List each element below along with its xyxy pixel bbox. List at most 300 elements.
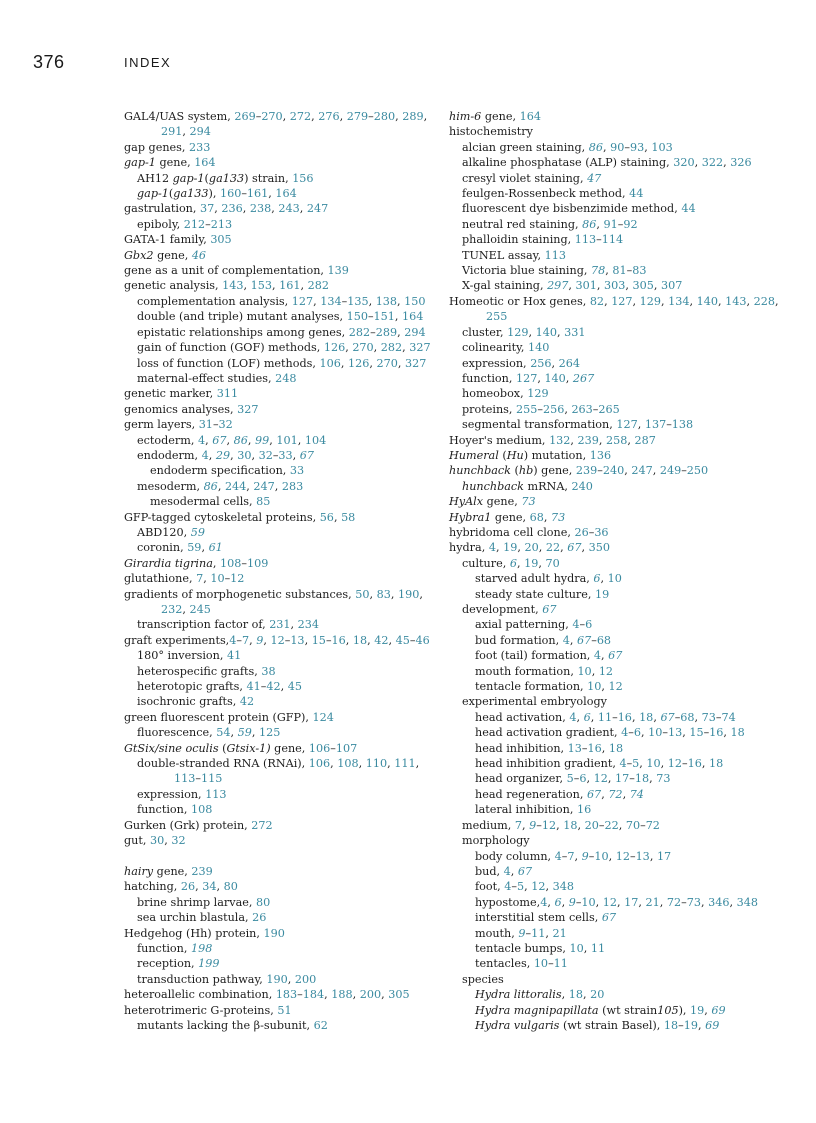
page-reference-link[interactable]: 7 bbox=[514, 818, 523, 832]
page-reference-link[interactable]: 12 bbox=[608, 680, 623, 694]
page-reference-link[interactable]: 67 bbox=[567, 541, 582, 555]
page-reference-link[interactable]: 4 bbox=[569, 710, 577, 724]
page-reference-link[interactable]: 127 bbox=[515, 371, 538, 385]
page-reference-link[interactable]: 11 bbox=[597, 710, 613, 724]
page-reference-link[interactable]: 4 bbox=[488, 541, 496, 555]
page-reference-link[interactable]: 46 bbox=[415, 633, 430, 647]
page-reference-link[interactable]: 247 bbox=[631, 464, 653, 478]
page-reference-link[interactable]: 13 bbox=[667, 726, 683, 740]
page-reference-link[interactable]: 199 bbox=[198, 957, 220, 971]
page-reference-link[interactable]: 80 bbox=[256, 895, 271, 909]
page-reference-link[interactable]: 239 bbox=[191, 864, 213, 878]
page-reference-link[interactable]: 4 bbox=[593, 649, 602, 663]
page-reference-link[interactable]: 282 bbox=[348, 325, 371, 339]
page-reference-link[interactable]: 110 bbox=[365, 757, 388, 771]
page-reference-link[interactable]: 108 bbox=[337, 757, 359, 771]
page-reference-link[interactable]: 161 bbox=[246, 187, 269, 201]
page-reference-link[interactable]: 26 bbox=[252, 911, 267, 925]
page-reference-link[interactable]: 291 bbox=[161, 125, 183, 139]
page-reference-link[interactable]: 20 bbox=[524, 541, 539, 555]
page-reference-link[interactable]: 200 bbox=[294, 972, 317, 986]
page-reference-link[interactable]: 106 bbox=[319, 356, 341, 370]
page-reference-link[interactable]: 346 bbox=[708, 895, 730, 909]
page-reference-link[interactable]: 139 bbox=[327, 264, 349, 278]
page-reference-link[interactable]: 93 bbox=[630, 140, 645, 154]
page-reference-link[interactable]: 9 bbox=[581, 849, 589, 863]
page-reference-link[interactable]: 73 bbox=[656, 772, 671, 786]
page-reference-link[interactable]: 249 bbox=[659, 464, 682, 478]
page-reference-link[interactable]: 125 bbox=[258, 726, 281, 740]
page-reference-link[interactable]: 99 bbox=[254, 433, 270, 447]
page-reference-link[interactable]: 327 bbox=[404, 356, 427, 370]
page-reference-link[interactable]: 113 bbox=[544, 248, 566, 262]
page-reference-link[interactable]: 41 bbox=[226, 649, 242, 663]
page-reference-link[interactable]: 12 bbox=[602, 895, 618, 909]
page-reference-link[interactable]: 56 bbox=[319, 510, 334, 524]
page-reference-link[interactable]: 47 bbox=[587, 171, 602, 185]
page-reference-link[interactable]: 16 bbox=[709, 726, 724, 740]
page-reference-link[interactable]: 305 bbox=[632, 279, 654, 293]
page-reference-link[interactable]: 9 bbox=[529, 818, 537, 832]
page-reference-link[interactable]: 45 bbox=[395, 633, 410, 647]
page-reference-link[interactable]: 243 bbox=[278, 202, 300, 216]
page-reference-link[interactable]: 124 bbox=[312, 710, 334, 724]
page-reference-link[interactable]: 279 bbox=[346, 110, 369, 123]
page-reference-link[interactable]: 247 bbox=[306, 202, 329, 216]
page-reference-link[interactable]: 32 bbox=[171, 834, 186, 848]
page-reference-link[interactable]: 9 bbox=[256, 633, 264, 647]
page-reference-link[interactable]: 83 bbox=[632, 264, 647, 278]
page-reference-link[interactable]: 21 bbox=[552, 926, 567, 940]
page-reference-link[interactable]: 5 bbox=[632, 757, 640, 771]
page-reference-link[interactable]: 6 bbox=[585, 618, 593, 632]
page-reference-link[interactable]: 6 bbox=[593, 572, 601, 586]
page-reference-link[interactable]: 85 bbox=[256, 495, 271, 509]
page-reference-link[interactable]: 19 bbox=[594, 587, 610, 601]
page-reference-link[interactable]: 11 bbox=[553, 957, 568, 971]
page-reference-link[interactable]: 7 bbox=[567, 849, 575, 863]
page-reference-link[interactable]: 70 bbox=[545, 556, 560, 570]
page-reference-link[interactable]: 4 bbox=[554, 849, 562, 863]
page-reference-link[interactable]: 38 bbox=[261, 664, 276, 678]
page-reference-link[interactable]: 280 bbox=[373, 110, 396, 123]
page-reference-link[interactable]: 44 bbox=[681, 202, 696, 216]
page-reference-link[interactable]: 289 bbox=[402, 110, 424, 123]
page-reference-link[interactable]: 276 bbox=[318, 110, 340, 123]
page-reference-link[interactable]: 150 bbox=[404, 294, 426, 308]
page-reference-link[interactable]: 18 bbox=[568, 988, 583, 1002]
page-reference-link[interactable]: 73 bbox=[521, 495, 536, 509]
page-reference-link[interactable]: 73 bbox=[701, 710, 716, 724]
page-reference-link[interactable]: 31 bbox=[198, 418, 213, 432]
page-reference-link[interactable]: 19 bbox=[524, 556, 539, 570]
page-reference-link[interactable]: 250 bbox=[686, 464, 709, 478]
page-reference-link[interactable]: 303 bbox=[604, 279, 626, 293]
page-reference-link[interactable]: 4 bbox=[572, 618, 580, 632]
page-reference-link[interactable]: 140 bbox=[544, 371, 566, 385]
page-reference-link[interactable]: 140 bbox=[696, 294, 718, 308]
page-reference-link[interactable]: 72 bbox=[666, 895, 682, 909]
page-reference-link[interactable]: 311 bbox=[216, 387, 239, 401]
page-reference-link[interactable]: 348 bbox=[736, 895, 758, 909]
page-reference-link[interactable]: 101 bbox=[276, 433, 298, 447]
page-reference-link[interactable]: 111 bbox=[394, 757, 416, 771]
page-reference-link[interactable]: 9 bbox=[518, 926, 526, 940]
page-reference-link[interactable]: 114 bbox=[601, 233, 624, 247]
page-reference-link[interactable]: 140 bbox=[535, 325, 557, 339]
page-reference-link[interactable]: 12 bbox=[531, 880, 546, 894]
page-reference-link[interactable]: 15 bbox=[689, 726, 704, 740]
page-reference-link[interactable]: 129 bbox=[639, 294, 662, 308]
page-reference-link[interactable]: 26 bbox=[180, 880, 196, 894]
page-reference-link[interactable]: 137 bbox=[644, 418, 667, 432]
page-reference-link[interactable]: 272 bbox=[289, 110, 312, 123]
page-reference-link[interactable]: 73 bbox=[686, 895, 701, 909]
page-reference-link[interactable]: 16 bbox=[617, 710, 632, 724]
page-reference-link[interactable]: 247 bbox=[253, 479, 275, 493]
page-reference-link[interactable]: 164 bbox=[519, 110, 541, 123]
page-reference-link[interactable]: 320 bbox=[673, 156, 695, 170]
page-reference-link[interactable]: 4 bbox=[540, 895, 548, 909]
page-reference-link[interactable]: 255 bbox=[486, 310, 508, 324]
page-reference-link[interactable]: 36 bbox=[594, 525, 609, 539]
page-reference-link[interactable]: 126 bbox=[323, 341, 346, 355]
page-reference-link[interactable]: 213 bbox=[210, 217, 233, 231]
page-reference-link[interactable]: 59 bbox=[190, 525, 205, 539]
page-reference-link[interactable]: 67 bbox=[517, 864, 533, 878]
page-reference-link[interactable]: 7 bbox=[241, 633, 250, 647]
page-reference-link[interactable]: 22 bbox=[604, 818, 619, 832]
page-reference-link[interactable]: 138 bbox=[375, 294, 398, 308]
page-reference-link[interactable]: 160 bbox=[219, 187, 242, 201]
page-reference-link[interactable]: 108 bbox=[220, 556, 242, 570]
page-reference-link[interactable]: 6 bbox=[509, 556, 517, 570]
page-reference-link[interactable]: 67 bbox=[299, 448, 315, 462]
page-reference-link[interactable]: 41 bbox=[246, 680, 261, 694]
page-reference-link[interactable]: 12 bbox=[593, 772, 608, 786]
page-reference-link[interactable]: 231 bbox=[269, 618, 291, 632]
page-reference-link[interactable]: 54 bbox=[216, 726, 231, 740]
page-reference-link[interactable]: 51 bbox=[277, 1003, 292, 1017]
page-reference-link[interactable]: 132 bbox=[549, 433, 571, 447]
page-reference-link[interactable]: 234 bbox=[297, 618, 320, 632]
page-reference-link[interactable]: 59 bbox=[187, 541, 202, 555]
page-reference-link[interactable]: 127 bbox=[611, 294, 633, 308]
page-reference-link[interactable]: 16 bbox=[587, 741, 602, 755]
page-reference-link[interactable]: 161 bbox=[279, 279, 301, 293]
page-reference-link[interactable]: 183 bbox=[275, 988, 298, 1002]
page-reference-link[interactable]: 68 bbox=[596, 633, 612, 647]
page-reference-link[interactable]: 143 bbox=[222, 279, 244, 293]
page-reference-link[interactable]: 126 bbox=[348, 356, 370, 370]
page-reference-link[interactable]: 4 bbox=[621, 726, 629, 740]
page-reference-link[interactable]: 228 bbox=[753, 294, 775, 308]
page-reference-link[interactable]: 18 bbox=[563, 818, 578, 832]
page-reference-link[interactable]: 29 bbox=[215, 448, 231, 462]
page-reference-link[interactable]: 232 bbox=[161, 603, 183, 616]
page-reference-link[interactable]: 240 bbox=[571, 479, 593, 493]
page-reference-link[interactable]: 138 bbox=[671, 418, 694, 432]
page-reference-link[interactable]: 4 bbox=[229, 633, 237, 647]
page-reference-link[interactable]: 297 bbox=[547, 279, 569, 293]
page-reference-link[interactable]: 287 bbox=[634, 433, 656, 447]
page-reference-link[interactable]: 4 bbox=[201, 448, 209, 462]
page-reference-link[interactable]: 72 bbox=[608, 787, 623, 801]
page-reference-link[interactable]: 109 bbox=[246, 556, 269, 570]
page-reference-link[interactable]: 91 bbox=[603, 217, 618, 231]
page-reference-link[interactable]: 32 bbox=[218, 418, 233, 432]
page-reference-link[interactable]: 18 bbox=[352, 633, 368, 647]
page-reference-link[interactable]: 164 bbox=[194, 156, 216, 170]
page-reference-link[interactable]: 21 bbox=[645, 895, 660, 909]
page-reference-link[interactable]: 258 bbox=[606, 433, 628, 447]
page-reference-link[interactable]: 17 bbox=[624, 895, 639, 909]
page-reference-link[interactable]: 22 bbox=[545, 541, 561, 555]
page-reference-link[interactable]: 12 bbox=[230, 572, 245, 586]
page-reference-link[interactable]: 33 bbox=[289, 464, 305, 478]
page-reference-link[interactable]: 301 bbox=[575, 279, 597, 293]
page-reference-link[interactable]: 10 bbox=[648, 726, 663, 740]
page-reference-link[interactable]: 115 bbox=[200, 772, 223, 786]
page-reference-link[interactable]: 200 bbox=[359, 988, 382, 1002]
page-reference-link[interactable]: 34 bbox=[202, 880, 217, 894]
page-reference-link[interactable]: 267 bbox=[572, 371, 595, 385]
page-reference-link[interactable]: 74 bbox=[629, 787, 644, 801]
page-reference-link[interactable]: 327 bbox=[409, 341, 431, 355]
page-reference-link[interactable]: 16 bbox=[687, 757, 702, 771]
page-reference-link[interactable]: 190 bbox=[397, 587, 420, 601]
page-reference-link[interactable]: 42 bbox=[266, 680, 281, 694]
page-reference-link[interactable]: 113 bbox=[574, 233, 597, 247]
page-reference-link[interactable]: 46 bbox=[191, 248, 207, 262]
page-reference-link[interactable]: 18 bbox=[709, 757, 724, 771]
page-reference-link[interactable]: 156 bbox=[292, 171, 314, 185]
page-reference-link[interactable]: 13 bbox=[290, 633, 305, 647]
page-reference-link[interactable]: 129 bbox=[527, 387, 549, 401]
page-reference-link[interactable]: 305 bbox=[388, 988, 410, 1002]
page-reference-link[interactable]: 134 bbox=[668, 294, 690, 308]
page-reference-link[interactable]: 106 bbox=[308, 741, 331, 755]
page-reference-link[interactable]: 20 bbox=[584, 818, 599, 832]
page-reference-link[interactable]: 13 bbox=[567, 741, 582, 755]
page-reference-link[interactable]: 270 bbox=[376, 356, 398, 370]
page-reference-link[interactable]: 10 bbox=[607, 572, 622, 586]
page-reference-link[interactable]: 45 bbox=[287, 680, 302, 694]
page-reference-link[interactable]: 68 bbox=[529, 510, 544, 524]
page-reference-link[interactable]: 135 bbox=[347, 294, 369, 308]
page-reference-link[interactable]: 12 bbox=[615, 849, 630, 863]
page-reference-link[interactable]: 30 bbox=[149, 834, 165, 848]
page-reference-link[interactable]: 153 bbox=[250, 279, 272, 293]
page-reference-link[interactable]: 127 bbox=[291, 294, 314, 308]
page-reference-link[interactable]: 108 bbox=[190, 803, 213, 817]
page-reference-link[interactable]: 18 bbox=[639, 710, 654, 724]
page-reference-link[interactable]: 11 bbox=[590, 941, 606, 955]
page-reference-link[interactable]: 5 bbox=[566, 772, 574, 786]
page-reference-link[interactable]: 86 bbox=[203, 479, 218, 493]
page-reference-link[interactable]: 67 bbox=[576, 633, 592, 647]
page-reference-link[interactable]: 12 bbox=[270, 633, 285, 647]
page-reference-link[interactable]: 78 bbox=[590, 264, 606, 278]
page-reference-link[interactable]: 236 bbox=[221, 202, 243, 216]
page-reference-link[interactable]: 6 bbox=[633, 726, 641, 740]
page-reference-link[interactable]: 107 bbox=[335, 741, 358, 755]
page-reference-link[interactable]: 68 bbox=[680, 710, 695, 724]
page-reference-link[interactable]: 282 bbox=[380, 341, 403, 355]
page-reference-link[interactable]: 81 bbox=[612, 264, 627, 278]
page-reference-link[interactable]: 198 bbox=[190, 941, 213, 955]
page-reference-link[interactable]: 294 bbox=[404, 325, 426, 339]
page-reference-link[interactable]: 86 bbox=[582, 217, 597, 231]
page-reference-link[interactable]: 239 bbox=[577, 433, 599, 447]
page-reference-link[interactable]: 83 bbox=[376, 587, 391, 601]
page-reference-link[interactable]: 4 bbox=[562, 633, 570, 647]
page-reference-link[interactable]: 239 bbox=[575, 464, 598, 478]
page-reference-link[interactable]: 69 bbox=[711, 1003, 726, 1017]
page-reference-link[interactable]: 143 bbox=[725, 294, 747, 308]
page-reference-link[interactable]: 13 bbox=[635, 849, 650, 863]
page-reference-link[interactable]: 240 bbox=[602, 464, 625, 478]
page-reference-link[interactable]: 270 bbox=[352, 341, 374, 355]
page-reference-link[interactable]: 212 bbox=[183, 217, 206, 231]
page-reference-link[interactable]: 92 bbox=[623, 217, 638, 231]
page-reference-link[interactable]: 67 bbox=[212, 433, 227, 447]
page-reference-link[interactable]: 104 bbox=[304, 433, 327, 447]
page-reference-link[interactable]: 10 bbox=[533, 957, 549, 971]
page-reference-link[interactable]: 188 bbox=[331, 988, 353, 1002]
page-reference-link[interactable]: 12 bbox=[541, 818, 557, 832]
page-reference-link[interactable]: 127 bbox=[616, 418, 638, 432]
page-reference-link[interactable]: 5 bbox=[516, 880, 525, 894]
page-reference-link[interactable]: 33 bbox=[278, 448, 293, 462]
page-reference-link[interactable]: 26 bbox=[574, 525, 589, 539]
page-reference-link[interactable]: 59 bbox=[237, 726, 252, 740]
page-reference-link[interactable]: 70 bbox=[625, 818, 641, 832]
page-reference-link[interactable]: 30 bbox=[237, 448, 252, 462]
page-reference-link[interactable]: 245 bbox=[189, 603, 211, 616]
page-reference-link[interactable]: 4 bbox=[619, 757, 627, 771]
page-reference-link[interactable]: 42 bbox=[374, 633, 389, 647]
page-reference-link[interactable]: 67 bbox=[660, 710, 675, 724]
page-reference-link[interactable]: 18 bbox=[730, 726, 745, 740]
page-reference-link[interactable]: 72 bbox=[645, 818, 660, 832]
page-reference-link[interactable]: 86 bbox=[588, 140, 604, 154]
page-reference-link[interactable]: 80 bbox=[223, 880, 238, 894]
page-reference-link[interactable]: 15 bbox=[311, 633, 326, 647]
page-reference-link[interactable]: 256 bbox=[530, 356, 552, 370]
page-reference-link[interactable]: 265 bbox=[598, 402, 620, 416]
page-reference-link[interactable]: 10 bbox=[594, 849, 609, 863]
page-reference-link[interactable]: 270 bbox=[261, 110, 283, 123]
page-reference-link[interactable]: 86 bbox=[233, 433, 248, 447]
page-reference-link[interactable]: 67 bbox=[586, 787, 602, 801]
page-reference-link[interactable]: 190 bbox=[263, 926, 285, 940]
page-reference-link[interactable]: 19 bbox=[503, 541, 518, 555]
page-reference-link[interactable]: 269 bbox=[234, 110, 256, 123]
page-reference-link[interactable]: 61 bbox=[208, 541, 223, 555]
page-reference-link[interactable]: 307 bbox=[661, 279, 683, 293]
page-reference-link[interactable]: 10 bbox=[587, 680, 602, 694]
page-reference-link[interactable]: 305 bbox=[210, 233, 232, 247]
page-reference-link[interactable]: 18 bbox=[608, 741, 624, 755]
page-reference-link[interactable]: 322 bbox=[701, 156, 724, 170]
page-reference-link[interactable]: 350 bbox=[588, 541, 610, 555]
page-reference-link[interactable]: 58 bbox=[341, 510, 356, 524]
page-reference-link[interactable]: 90 bbox=[610, 140, 625, 154]
page-reference-link[interactable]: 10 bbox=[581, 895, 596, 909]
page-reference-link[interactable]: 113 bbox=[174, 772, 196, 786]
page-reference-link[interactable]: 10 bbox=[569, 941, 584, 955]
page-reference-link[interactable]: 18 bbox=[663, 1018, 679, 1032]
page-reference-link[interactable]: 289 bbox=[375, 325, 398, 339]
page-reference-link[interactable]: 244 bbox=[224, 479, 247, 493]
page-reference-link[interactable]: 4 bbox=[197, 433, 206, 447]
page-reference-link[interactable]: 326 bbox=[730, 156, 752, 170]
page-reference-link[interactable]: 294 bbox=[189, 125, 211, 139]
page-reference-link[interactable]: 82 bbox=[589, 294, 605, 308]
page-reference-link[interactable]: 62 bbox=[313, 1018, 328, 1032]
page-reference-link[interactable]: 32 bbox=[258, 448, 273, 462]
page-reference-link[interactable]: 184 bbox=[302, 988, 325, 1002]
page-reference-link[interactable]: 164 bbox=[275, 187, 297, 201]
page-reference-link[interactable]: 113 bbox=[205, 787, 227, 801]
page-reference-link[interactable]: 255 bbox=[516, 402, 538, 416]
page-reference-link[interactable]: 17 bbox=[615, 772, 630, 786]
page-reference-link[interactable]: 264 bbox=[558, 356, 581, 370]
page-reference-link[interactable]: 74 bbox=[721, 710, 736, 724]
page-reference-link[interactable]: 190 bbox=[266, 972, 288, 986]
page-reference-link[interactable]: 18 bbox=[634, 772, 650, 786]
page-reference-link[interactable]: 272 bbox=[251, 818, 273, 832]
page-reference-link[interactable]: 331 bbox=[564, 325, 586, 339]
page-reference-link[interactable]: 67 bbox=[542, 603, 557, 616]
page-reference-link[interactable]: 12 bbox=[598, 664, 614, 678]
page-reference-link[interactable]: 348 bbox=[552, 880, 574, 894]
page-reference-link[interactable]: 256 bbox=[542, 402, 565, 416]
page-reference-link[interactable]: 4 bbox=[503, 864, 511, 878]
page-reference-link[interactable]: 7 bbox=[196, 572, 204, 586]
page-reference-link[interactable]: 282 bbox=[307, 279, 329, 293]
page-reference-link[interactable]: 16 bbox=[331, 633, 346, 647]
page-reference-link[interactable]: 12 bbox=[667, 757, 683, 771]
page-reference-link[interactable]: 10 bbox=[210, 572, 225, 586]
page-reference-link[interactable]: 6 bbox=[554, 895, 562, 909]
page-reference-link[interactable]: 17 bbox=[656, 849, 672, 863]
page-reference-link[interactable]: 42 bbox=[239, 695, 255, 709]
page-reference-link[interactable]: 233 bbox=[189, 140, 211, 154]
page-reference-link[interactable]: 50 bbox=[355, 587, 370, 601]
page-reference-link[interactable]: 11 bbox=[531, 926, 546, 940]
page-reference-link[interactable]: 263 bbox=[571, 402, 593, 416]
page-reference-link[interactable]: 6 bbox=[583, 710, 591, 724]
page-reference-link[interactable]: 136 bbox=[589, 448, 612, 462]
page-reference-link[interactable]: 10 bbox=[577, 664, 592, 678]
page-reference-link[interactable]: 4 bbox=[504, 880, 512, 894]
page-reference-link[interactable]: 150 bbox=[346, 310, 368, 324]
page-reference-link[interactable]: 67 bbox=[601, 911, 617, 925]
page-reference-link[interactable]: 140 bbox=[528, 341, 550, 355]
page-reference-link[interactable]: 283 bbox=[281, 479, 304, 493]
page-reference-link[interactable]: 16 bbox=[576, 803, 592, 817]
page-reference-link[interactable]: 19 bbox=[683, 1018, 698, 1032]
page-reference-link[interactable]: 44 bbox=[629, 187, 644, 201]
page-reference-link[interactable]: 238 bbox=[249, 202, 272, 216]
page-reference-link[interactable]: 248 bbox=[275, 371, 297, 385]
page-reference-link[interactable]: 20 bbox=[590, 988, 605, 1002]
page-reference-link[interactable]: 69 bbox=[705, 1018, 720, 1032]
page-reference-link[interactable]: 19 bbox=[690, 1003, 705, 1017]
page-reference-link[interactable]: 129 bbox=[507, 325, 529, 339]
